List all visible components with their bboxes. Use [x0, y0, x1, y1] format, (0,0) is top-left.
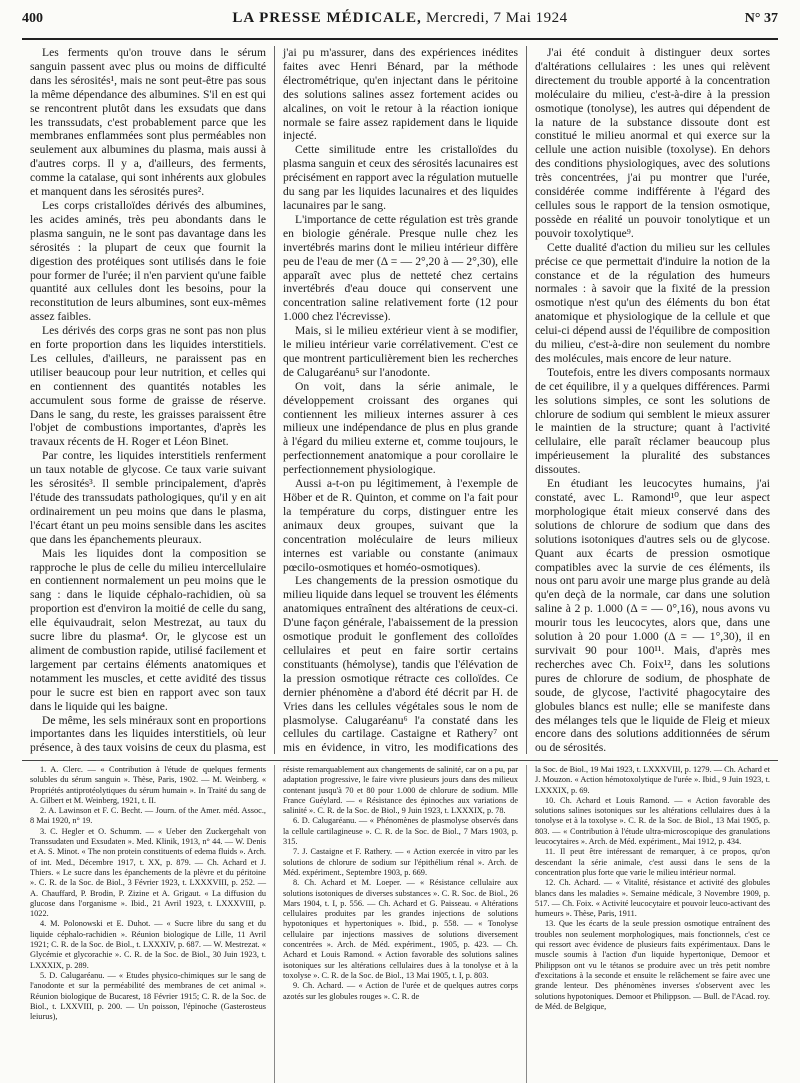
footnote: résiste remarquablement aux changements de salinité, car on a pu, par adaptation progressive, le faire vivre plusieurs jours dans des milieux contenant jusqu'à 70 et 80 pour 1.000 de chlorure de sodium. Mlle France Guéylard. — « Résistance des épinoches aux variations de salinité ». C. R. de la Soc. de Biol., 9 Juin 1923, t. LXXXIX, p. 78.	[283, 765, 518, 816]
header-rule	[22, 38, 778, 40]
paragraph: Mais, si le milieu extérieur vient à se modifier, le milieu intérieur varie corrélativement. C'est ce que montrent particulièrement bien les recherches de Calugaréanu⁵ sur l'anodonte.	[283, 324, 518, 379]
footnote: 6. D. Calugaréanu. — « Phénomènes de plasmolyse observés dans la cellule cartilagineuse ». C. R. de la Soc. de Biol., 7 Mars 1903, p. 315.	[283, 816, 518, 847]
article-column-3	[526, 46, 778, 754]
footnote: 4. M. Polonowski et E. Duhot. — « Sucre libre du sang et du liquide céphalo-rachidien ». Réunion biologique de Lille, 11 Avril 1921; C. R. de la Soc. de Biol., t. LXXXIV, p. 687. — W. Mestrezat. « Glycémie et glycorachie ». C. R. de la Soc. de Biol., 30 Juin 1923, t. LXXXIX, p. 289.	[30, 919, 266, 970]
footnote: 7. J. Castaigne et F. Rathery. — « Action exercée in vitro par les solutions de chlorure de sodium sur l'épithélium rénal ». Arch. de Méd. expériment., Septembre 1903, p. 669.	[283, 847, 518, 877]
footnote-divider	[22, 760, 778, 761]
footnote: 12. Ch. Achard. — « Vitalité, résistance et activité des globules blancs dans les maladies ». Semaine médicale, 3 Novembre 1909, p. 517. — Ch. Foix. « Activité leucocytaire et pouvoir leuco-activant des humeurs ». Thèse, Paris, 1911.	[535, 878, 770, 919]
paragraph: Les corps cristalloïdes dérivés des albumines, les acides aminés, très peu abondants dans le plasma sanguin, ne le sont pas davantage dans les sérosités : la plupart de ceux que fournit la digestion des protéiques sont utilisés dans le foie pour former de l'urée; il n'en parvient qu'une faible quantité aux cellules dont les besoins, pour la reconstitution de leurs albumines, sont eux-mêmes assez faibles.	[30, 198, 266, 324]
paragraph: L'importance de cette régulation est très grande en biologie générale. Presque nulle chez les invertébrés marins dont le milieu intérieur diffère peu de l'eau de mer (Δ = — 2°,20 à — 2°,30), elle apparaît avec plus de netteté chez certains invertébrés d'eau douce qui conservent une concentration saline relativement forte (12 pour 1.000 chez l'écrevisse).	[283, 212, 518, 324]
footnote: 3. C. Hegler et O. Schumm. — « Ueber den Zuckergehalt von Transsudaten und Exsudaten ». Med. Klinik, 1913, n° 44. — W. Denis et A. S. Minot. « The non protein constituents of edema fluids ». Arch. of int. Med., Décembre 1917, t. XX, p. 879. — Ch. Achard et J. Thiers. « Le sucre dans les épanchements de la plèvre et du péritoine ». C. R. de la Soc. de Biol., 3 Février 1923, t. LXXXVIII, p. 252. — A. Chauffard, P. Brodin, P. Zizine et A. Grigaut. « La diffusion du glucose dans l'organisme ». Ibid., 21 Avril 1923, t. LXXXVIII, p. 1022.	[30, 826, 266, 919]
paragraph: Cette similitude entre les cristalloïdes du plasma sanguin et ceux des sérosités lacunaires est précisément en rapport avec la régulation mutuelle du sang par les liquides lacunaires et des liquides lacunaires par le sang.	[283, 143, 518, 212]
footnote-column-2	[274, 765, 526, 1083]
article-column-2	[274, 46, 526, 754]
paragraph: j'ai pu m'assurer, dans des expériences inédites faites avec Henri Bénard, par la méthode électrométrique, qu'en injectant dans le péritoine des solutions salines assez fortement acides ou alcalines, on voit le retour à la réaction ionique normale se faire assez rapidement dans le liquide injecté.	[283, 46, 518, 143]
footnote-column-1	[22, 765, 274, 1083]
journal-masthead	[82, 10, 718, 27]
footnote: 10. Ch. Achard et Louis Ramond. — « Action favorable des solutions salines isotoniques sur les altérations cellulaires dues à la tonolyse et à la toxolyse ». C. R. de la Soc. de Biol., 13 Mai 1905, p. 803. — « Contribution à l'étude ultra-microscopique des granulations leucocytaires ». Arch. de Méd. expériment., Mai 1912, p. 434.	[535, 795, 770, 847]
journal-title: LA PRESSE MÉDICALE,	[232, 10, 422, 26]
footnote: 5. D. Calugaréanu. — « Etudes physico-chimiques sur le sang de l'anodonte et sur la perméabilité des membranes de cet animal ». Réunion biologique de Bucarest, 18 Février 1915; C. R. de la Soc. de Biol., t. LXXVIII, p. 200. — Un poisson, l'épinoche (Gasterosteus leiurus),	[30, 970, 266, 1022]
paragraph: En étudiant les leucocytes humains, j'ai constaté, avec L. Ramond¹⁰, que leur aspect morphologique était mieux conservé dans des solutions de chlorure de sodium que dans des solutions isotoniques d'autres sels ou de glycose. Quant aux écarts de pression osmotique compatibles avec la survie de ces éléments, ils nous ont paru avoir une marge plus grande au delà qu'en deçà de la normale, car dans une solution saline à 2 p. 1.000 (Δ = — 0°,16), nous avons vu mourir tous les leucocytes, alors que, dans une solution à 20 pour 1.000 (Δ = — 1°,30), il en survivait 90 pour 100¹¹. Mais, d'après mes recherches avec Ch. Foix¹², dans les solutions pures de chlorure de sodium, de phosphate de soude, de glycose, l'activité phagocytaire des globules blancs est nulle; elle se manifeste dans des mélanges tels que le liquide de Fleig et mieux encore dans des solutions additionnées de sérum ou de sérosités.	[535, 477, 770, 754]
paragraph: Les dérivés des corps gras ne sont pas non plus en forte proportion dans les liquides interstitiels. Les cellules, d'ailleurs, ne paraissent pas en utiliser beaucoup pour leur nutrition, et celles qui en contiennent des quantités notables les accumulent sous forme de graisse de réserve. Dans le sang, du reste, les graisses paraissent être l'objet de combustions importantes, d'après les travaux récents de H. Roger et Léon Binet.	[30, 324, 266, 449]
paragraph: Mais les liquides dont la composition se rapproche le plus de celle du milieu intercellulaire en contiennent normalement un peu moins que le sang : dans le liquide céphalo-rachidien, où sa proportion est d'environ la moitié de celle du sang, elle équivaudrait, selon Mestrezat, au taux du sucre libre du plasma⁴. Or, le glycose est un aliment de combustion rapide, utilisé facilement et largement par certains éléments anatomiques et notamment les muscles, et cette avidité des tissus pour le sucre est bien en rapport avec son taux dans le liquide qui les baigne.	[30, 546, 266, 713]
footnote: 9. Ch. Achard. — « Action de l'urée et de quelques autres corps azotés sur les globules rouges ». C. R. de	[283, 981, 518, 1001]
paragraph: On voit, dans la série animale, le développement croissant des organes qui contiennent les milieux internes assurer à ces milieux une indépendance de plus en plus grande à l'égard du milieu externe et, comme toujours, le perfectionnement anatomique a pour corollaire le perfectionnement physiologique.	[283, 379, 518, 477]
paragraph: Aussi a-t-on pu légitimement, à l'exemple de Höber et de R. Quinton, et comme on l'a fait pour la température du corps, distinguer entre les animaux deux groupes, suivant que la concentration moléculaire de leurs milieux internes est variable ou constante (animaux pœcilo-osmotiques et homéo-osmotiques).	[283, 477, 518, 574]
page-number: 400	[22, 11, 43, 26]
footnote-column-3	[526, 765, 778, 1083]
issue-date: Mercredi, 7 Mai 1924	[426, 10, 568, 26]
footnote: la Soc. de Biol., 19 Mai 1923, t. LXXXVIII, p. 1279. — Ch. Achard et J. Mouzon. « Action hémotoxolytique de l'urée ». Ibid., 9 Juin 1923, t. LXXXIX, p. 69.	[535, 765, 770, 795]
article-body	[22, 46, 778, 754]
page-header	[22, 10, 778, 36]
footnote: 8. Ch. Achard et M. Loeper. — « Résistance cellulaire aux solutions isotoniques de diverses substances ». C. R. Soc. de Biol., 26 Mars 1904, t. I, p. 556. — Ch. Achard et G. Paisseau. « Altérations cellulaires produites par les grandes injections de solutions hypotoniques et hypertoniques ». Ibid., p. 558. — « Tonolyse cellulaire par injections massives de solutions diversement concentrées ». Arch. de Méd. expériment., 1905, p. 423. — Ch. Achard et Louis Ramond. « Action favorable des solutions salines isotoniques sur les altérations cellulaires dues à la tonolyse et à la toxolyse ». C. R. de la Soc. de Biol., 13 Mai 1905, t. I, p. 803.	[283, 878, 518, 980]
footnotes	[22, 765, 778, 1083]
footnote: 2. A. Lawinson et F. C. Becht. — Journ. of the Amer. méd. Assoc., 8 Mai 1920, n° 19.	[30, 806, 266, 826]
issue-number: N° 37	[744, 11, 778, 26]
paragraph: Les ferments qu'on trouve dans le sérum sanguin passent avec plus ou moins de difficulté dans les sérosités¹, mais ne sont peut-être pas sous la même dépendance des albumines. S'il en est qui se rencontrent plutôt dans les exsudats que dans les transsudats, c'est probablement parce que les membranes enflammées sont plus perméables non seulement aux albumines du plasma, mais aussi à d'autres corps. Il y a, d'ailleurs, des ferments, comme la catalase, qui sont inhérents aux globules et manquent dans les sérosités pures².	[30, 46, 266, 199]
paragraph: Les changements de la pression osmotique du milieu liquide dans lequel se trouvent les éléments anatomiques entraînent des altérations de ceux-ci. D'une façon générale, l'abaissement de la pression osmotique produit le gonflement des colloïdes cellulaires et peut en faire sortir certains constituants (hémolyse), tandis que l'élévation de la pression osmotique rétracte ces colloïdes. Ce dernier phénomène a d'abord été décrit par H. de Vries dans les cellules végétales sous le nom de plasmolyse. Calugaréanu⁶ l'a constaté dans les cellules du cartilage. Castaigne et Rathery⁷ ont mis en évidence, in vitro, les modifications des	[283, 574, 518, 754]
article-column-1	[22, 46, 274, 754]
footnote: 13. Que les écarts de la seule pression osmotique entraînent des troubles non seulement morphologiques, mais fonctionnels, c'est ce qui ressort avec évidence de plusieurs faits expérimentaux. Dans le muscle soumis à l'action d'un liquide hypertonique, Demoor et Philippson ont vu le tétanos se produire avec un très petit nombre d'excitations à la seconde et ensuite le relâchement se faire avec une grande lenteur. Des phénomènes inverses s'observent avec les solutions hypotoniques. Demoor et Philippson. — Bull. de l'Acad. roy. de Méd. de Belgique,	[535, 919, 770, 1011]
footnote: 11. Il peut être intéressant de remarquer, à ce propos, qu'on descendant la série animale, c'est aussi dans le sens de la concentration plus forte que varie le milieu intérieur normal.	[535, 847, 770, 877]
paragraph: Cette dualité d'action du milieu sur les cellules précise ce que permettait d'induire la notion de la constance et de la régulation des humeurs normales : à savoir que la fixité de la pression osmotique n'est qu'un des éléments du bon état anatomique et physiologique de la cellule et que celui-ci dépend aussi de l'équilibre de composition du milieu, c'est-à-dire non seulement du nombre des molécules, mais encore de leur nature.	[535, 240, 770, 365]
paragraph: J'ai été conduit à distinguer deux sortes d'altérations cellulaires : les unes qui relèvent directement du trouble apporté à la concentration moléculaire du milieu, c'est-à-dire à la pression osmotique (tonolyse), les autres qui dépendent de la nature de la substance dissoute dont est constitué le milieu anormal et qui exerce sur la cellule une action nuisible (toxolyse). En dehors des conditions physiologiques, avec des solutions très concentrées, j'ai pu montrer que l'urée, considérée comme indifférente à l'égard des cellules sous le rapport de la tension osmotique, possède en réalité un pouvoir tonolytique et un pouvoir toxolytique⁹.	[535, 46, 770, 240]
paragraph: De même, les sels minéraux sont en proportions importantes dans les liquides interstitiels, où leur présence, à des taux voisins de ceux du plasma, est	[30, 713, 266, 754]
paragraph: Par contre, les liquides interstitiels renferment un taux notable de glycose. Ce taux varie suivant les sérosités³. Il semble principalement, d'après l'étude des transsudats pathologiques, qu'il y en ait ordinairement un peu moins que dans le plasma, l'écart étant un peu moins sensible dans les ascites que dans les épanchements pleuraux.	[30, 449, 266, 546]
paragraph: Toutefois, entre les divers composants normaux de cet équilibre, il y a quelques différences. Parmi les solutions simples, ce sont les solutions de chlorure de sodium qui semblent le mieux assurer le maintien de la structure; quant à l'activité cellulaire, elle paraît réclamer beaucoup plus impérieusement la pluralité des substances dissoutes.	[535, 365, 770, 477]
footnote: 1. A. Clerc. — « Contribution à l'étude de quelques ferments solubles du sérum sanguin ». Thèse, Paris, 1902. — M. Weinberg. « Propriétés antiprotéolytiques du sérum humain ». In Traité du sang de A. Gilbert et M. Weinberg, 1921, t. II.	[30, 765, 266, 805]
